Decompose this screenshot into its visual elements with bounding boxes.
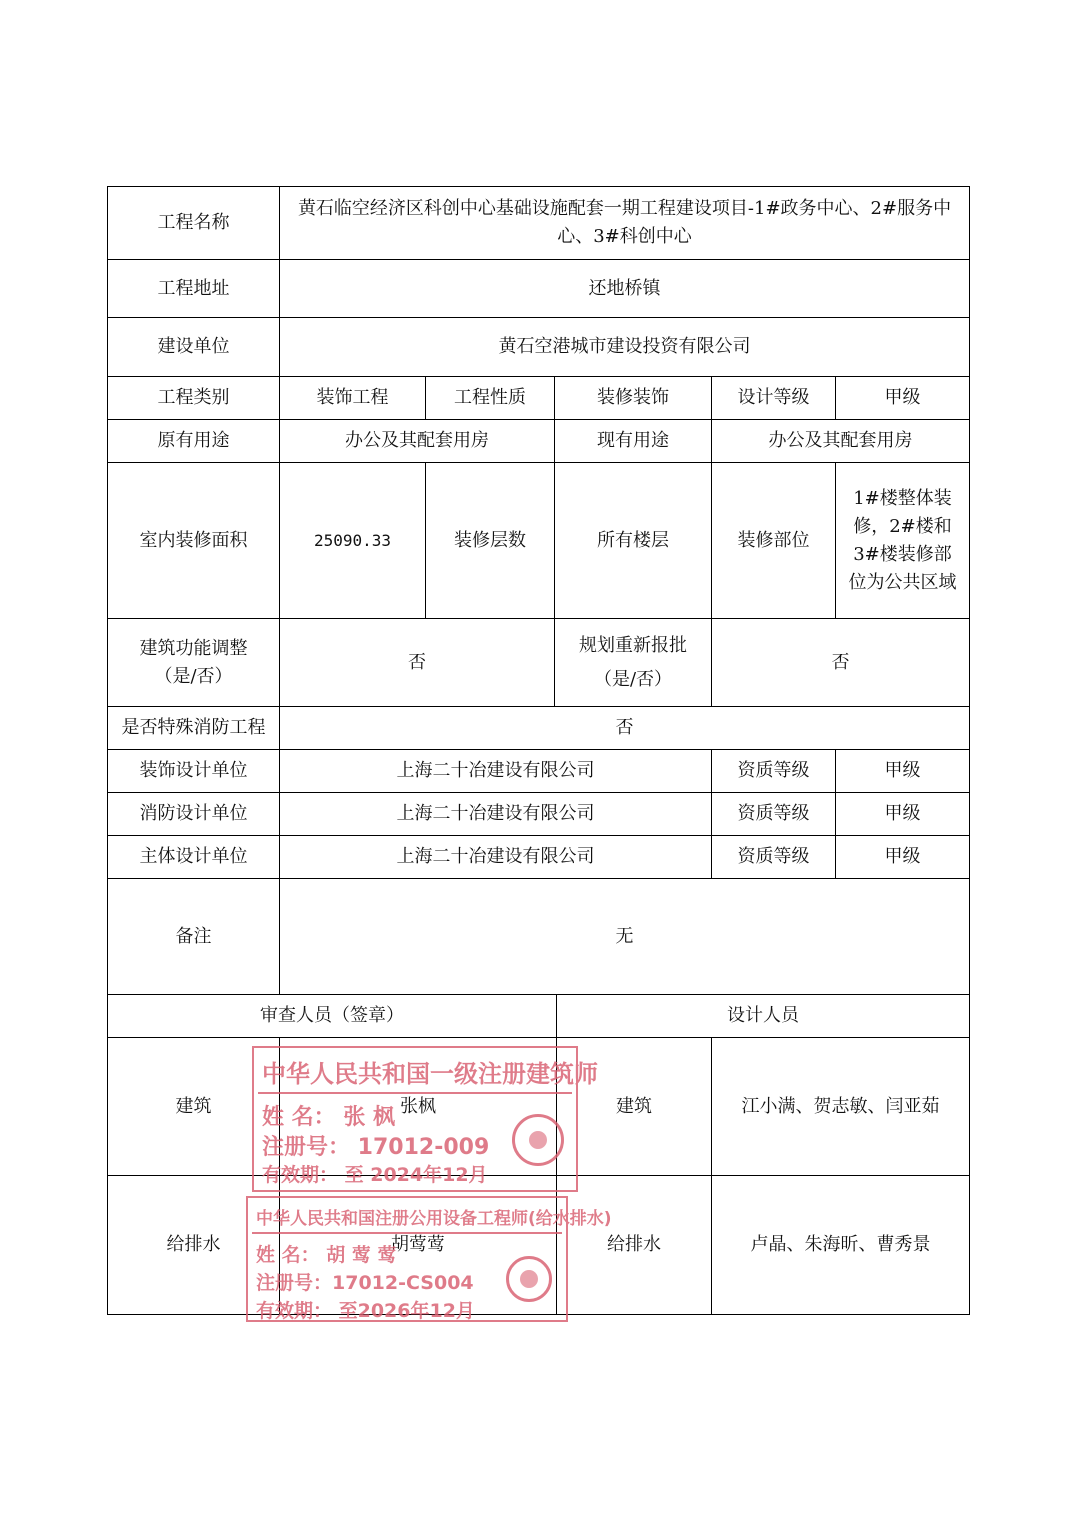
stamp-validity: 有效期： 至 2024年12月: [262, 1164, 488, 1186]
qualification-value: 甲级: [836, 750, 970, 793]
type-label: 工程类别: [108, 377, 280, 420]
stamp-title: 中华人民共和国注册公用设备工程师(给水排水): [256, 1209, 612, 1229]
reviewers-header: 审查人员（签章）: [108, 995, 557, 1038]
row-project-name: [108, 187, 970, 260]
design-unit-value: 上海二十冶建设有限公司: [280, 793, 712, 836]
fire-value: 否: [280, 707, 970, 750]
design-unit-value: 上海二十冶建设有限公司: [280, 836, 712, 879]
design-discipline: 建筑: [557, 1038, 712, 1176]
project-name-label: 工程名称: [108, 187, 280, 260]
row-personnel-header: [108, 995, 970, 1038]
project-address-value: 还地桥镇: [280, 260, 970, 318]
owner-label: 建设单位: [108, 318, 280, 377]
part-label: 装修部位: [712, 463, 836, 619]
designer-names: 卢晶、朱海昕、曹秀景: [712, 1176, 970, 1315]
row-remarks: [108, 879, 970, 995]
project-address-label: 工程地址: [108, 260, 280, 318]
function-adjust-label: [108, 619, 280, 707]
floors-label: 装修层数: [426, 463, 555, 619]
qualification-label: 资质等级: [712, 793, 836, 836]
design-grade-label: 设计等级: [712, 377, 836, 420]
remarks-value: 无: [280, 879, 970, 995]
review-discipline: 建筑: [108, 1038, 280, 1176]
row-usage: [108, 420, 970, 463]
area-value: 25090.33: [280, 463, 426, 619]
replan-value: 否: [712, 619, 970, 707]
part-value: 1#楼整体装修，2#楼和3#楼装修部位为公共区域: [836, 463, 970, 619]
qualification-value: 甲级: [836, 836, 970, 879]
designers-header: 设计人员: [557, 995, 970, 1038]
row-project-address: [108, 260, 970, 318]
project-info-table: [107, 186, 970, 1315]
row-fire-design-unit: [108, 793, 970, 836]
designer-names: 江小满、贺志敏、闫亚茹: [712, 1038, 970, 1176]
owner-value: 黄石空港城市建设投资有限公司: [280, 318, 970, 377]
replan-title: 规划重新报批: [579, 634, 687, 656]
project-name-value: 黄石临空经济区科创中心基础设施配套一期工程建设项目-1#政务中心、2#服务中心、3#科创中心: [280, 187, 970, 260]
review-discipline: 给排水: [108, 1176, 280, 1315]
floors-value: 所有楼层: [555, 463, 712, 619]
stamp-number: 注册号：17012-CS004: [256, 1272, 474, 1294]
design-unit-label: 主体设计单位: [108, 836, 280, 879]
row-decoration-design-unit: [108, 750, 970, 793]
function-adjust-value: 否: [280, 619, 555, 707]
stamp-title: 中华人民共和国一级注册建筑师: [262, 1060, 598, 1088]
design-unit-label: 消防设计单位: [108, 793, 280, 836]
qualification-label: 资质等级: [712, 750, 836, 793]
function-adjust-sub: （是/否）: [154, 665, 233, 687]
type-value: 装饰工程: [280, 377, 426, 420]
reviewer-name: 张枫: [280, 1038, 557, 1176]
row-main-design-unit: [108, 836, 970, 879]
nature-value: 装修装饰: [555, 377, 712, 420]
stamp-number: 注册号： 17012-009: [262, 1135, 490, 1160]
row-area: [108, 463, 970, 619]
qualification-label: 资质等级: [712, 836, 836, 879]
row-fire: [108, 707, 970, 750]
nature-label: 工程性质: [426, 377, 555, 420]
original-usage-value: 办公及其配套用房: [280, 420, 555, 463]
row-owner: [108, 318, 970, 377]
row-personnel-architecture: [108, 1038, 970, 1176]
remarks-label: 备注: [108, 879, 280, 995]
reviewer-name: 胡莺莺: [280, 1176, 557, 1315]
design-grade-value: 甲级: [836, 377, 970, 420]
replan-label: [555, 619, 712, 707]
fire-label: 是否特殊消防工程: [108, 707, 280, 750]
original-usage-label: 原有用途: [108, 420, 280, 463]
stamp-name: 姓 名： 张 枫: [262, 1105, 395, 1130]
stamp-name: 姓 名： 胡 莺 莺: [256, 1244, 397, 1266]
row-adjustment: [108, 619, 970, 707]
current-usage-value: 办公及其配套用房: [712, 420, 970, 463]
row-personnel-plumbing: [108, 1176, 970, 1315]
design-discipline: 给排水: [557, 1176, 712, 1315]
stamp-validity: 有效期： 至2026年12月: [256, 1300, 475, 1322]
design-unit-value: 上海二十冶建设有限公司: [280, 750, 712, 793]
replan-sub: （是/否）: [593, 668, 673, 690]
function-adjust-title: 建筑功能调整: [139, 637, 248, 659]
design-unit-label: 装饰设计单位: [108, 750, 280, 793]
current-usage-label: 现有用途: [555, 420, 712, 463]
area-label: 室内装修面积: [108, 463, 280, 619]
row-category: [108, 377, 970, 420]
qualification-value: 甲级: [836, 793, 970, 836]
